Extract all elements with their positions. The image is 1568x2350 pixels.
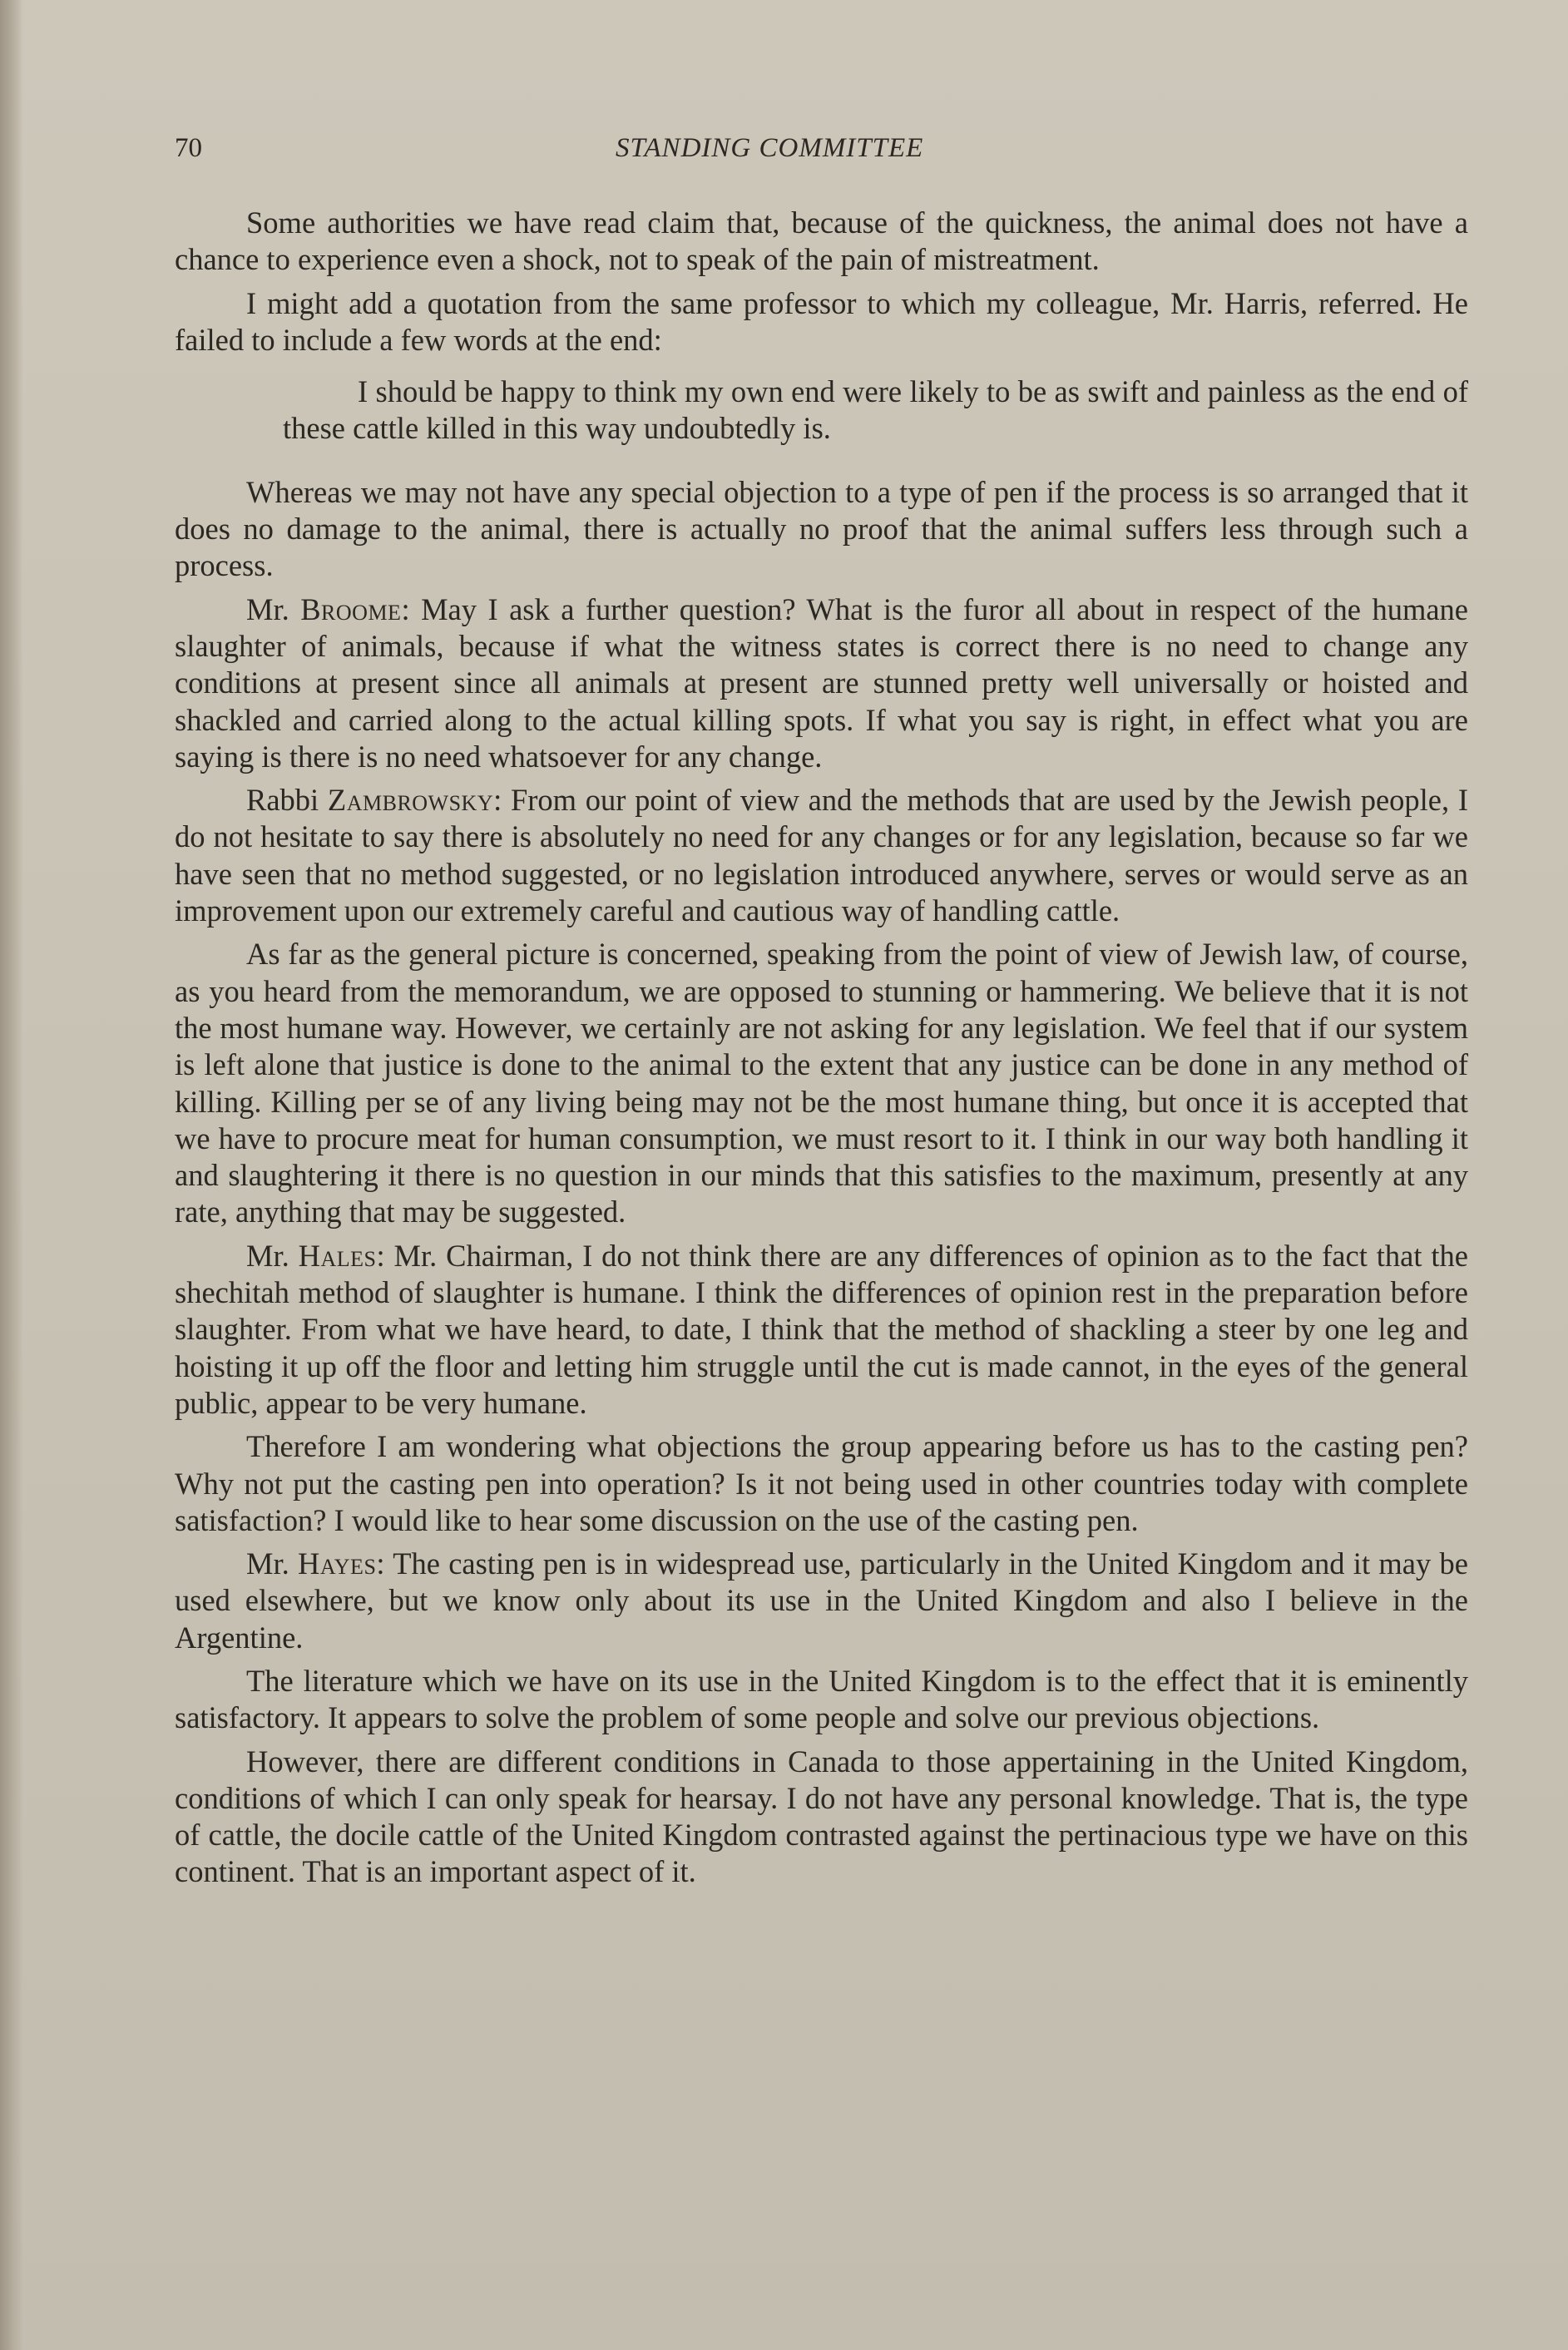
speaker-prefix: Mr.: [246, 1546, 299, 1581]
speaker-text: : May I ask a further question? What is the furor all about in respect of the humane slaughter of animals, because if what the witness states is correct there is no need to change any conditions at present since all animals at present are stunned pretty well universally or hoisted and shackled and carried along to the actual killing spots. If what you say is right, in effect what you are saying is there is no need whatsoever for any change.: [175, 591, 1468, 774]
running-head: STANDING COMMITTEE: [616, 133, 924, 163]
page-spine-shadow: [0, 0, 23, 2350]
speaker-name: Broome: [300, 591, 402, 626]
page-number: 70: [175, 133, 202, 163]
speaker-name: Hales: [298, 1238, 377, 1273]
paragraph: The literature which we have on its use in the United Kingdom is to the effect that it is eminently satisfactory. It appears to solve the problem of some people and solve our previous objections.: [175, 1663, 1468, 1735]
speaker-paragraph: [175, 782, 1468, 929]
paragraph: Therefore I am wondering what objections the group appearing before us has to the casting pen? Why not put the casting pen into operation? Is it not being used in other countries today with complete satisfaction? I would like to hear some discussion on the use of the casting pen.: [175, 1429, 1468, 1537]
speaker-text: : From our point of view and the methods that are used by the Jewish people, I do not hesitate to say there is absolutely no need for any changes or for any legislation, because so far we have seen that no method suggested, or no legislation introduced anywhere, serves or would serve as an improvement upon our extremely careful and cautious way of handling cattle.: [175, 783, 1468, 928]
paragraph: I might add a quotation from the same professor to which my colleague, Mr. Harris, referred. He failed to include a few words at the end:: [175, 285, 1468, 357]
page-header: [175, 133, 1468, 170]
quote-text: I should be happy to think my own end were likely to be as swift and painless as the end of these cattle killed in this way undoubtedly is.: [283, 374, 1468, 446]
speaker-paragraph: [175, 1546, 1468, 1656]
paragraph: Whereas we may not have any special objection to a type of pen if the process is so arranged that it does no damage to the animal, there is actually no proof that the animal suffers less through such a process.: [175, 474, 1468, 583]
speaker-prefix: Mr.: [246, 1238, 299, 1273]
speaker-text: : The casting pen is in widespread use, particularly in the United Kingdom and it may be used elsewhere, but we know only about its use in the United Kingdom and also I believe in the Argentine.: [175, 1546, 1468, 1655]
body-text: [175, 205, 1468, 1897]
speaker-text: : Mr. Chairman, I do not think there are any differences of opinion as to the fact that the shechitah method of slaughter is humane. I think the differences of opinion rest in the preparation before slaughter. From what we have heard, to date, I think that the method of shackling a steer by one leg and hoisting it up off the floor and letting him struggle until the cut is made cannot, in the eyes of the general public, appear to be very humane.: [175, 1238, 1468, 1420]
paragraph: However, there are different conditions in Canada to those appertaining in the United Kingdom, conditions of which I can only speak for hearsay. I do not have any personal knowledge. That is, the type of cattle, the docile cattle of the United Kingdom contrasted against the pertinacious type we have on this continent. That is an important aspect of it.: [175, 1744, 1468, 1889]
speaker-prefix: Rabbi: [246, 783, 328, 818]
speaker-name: Zambrowsky: [327, 783, 494, 818]
speaker-paragraph: [175, 591, 1468, 775]
block-quote: [175, 374, 1468, 448]
speaker-prefix: Mr.: [246, 591, 301, 626]
speaker-paragraph: [175, 1238, 1468, 1422]
paragraph: Some authorities we have read claim that, because of the quickness, the animal does not have a chance to experience even a shock, not to speak of the pain of mistreatment.: [175, 205, 1468, 277]
paragraph: As far as the general picture is concerned, speaking from the point of view of Jewish law, of course, as you heard from the memorandum, we are opposed to stunning or hammering. We believe that it is not the most humane way. However, we certainly are not asking for any legislation. We feel that if our system is left alone that justice is done to the animal to the extent that any justice can be done in any method of killing. Killing per se of any living being may not be the most humane thing, but once it is accepted that we have to procure meat for human consumption, we must resort to it. I think in our way both handling it and slaughtering it there is no question in our minds that this satisfies to the maximum, presently at any rate, anything that may be suggested.: [175, 937, 1468, 1229]
speaker-name: Hayes: [298, 1546, 377, 1581]
